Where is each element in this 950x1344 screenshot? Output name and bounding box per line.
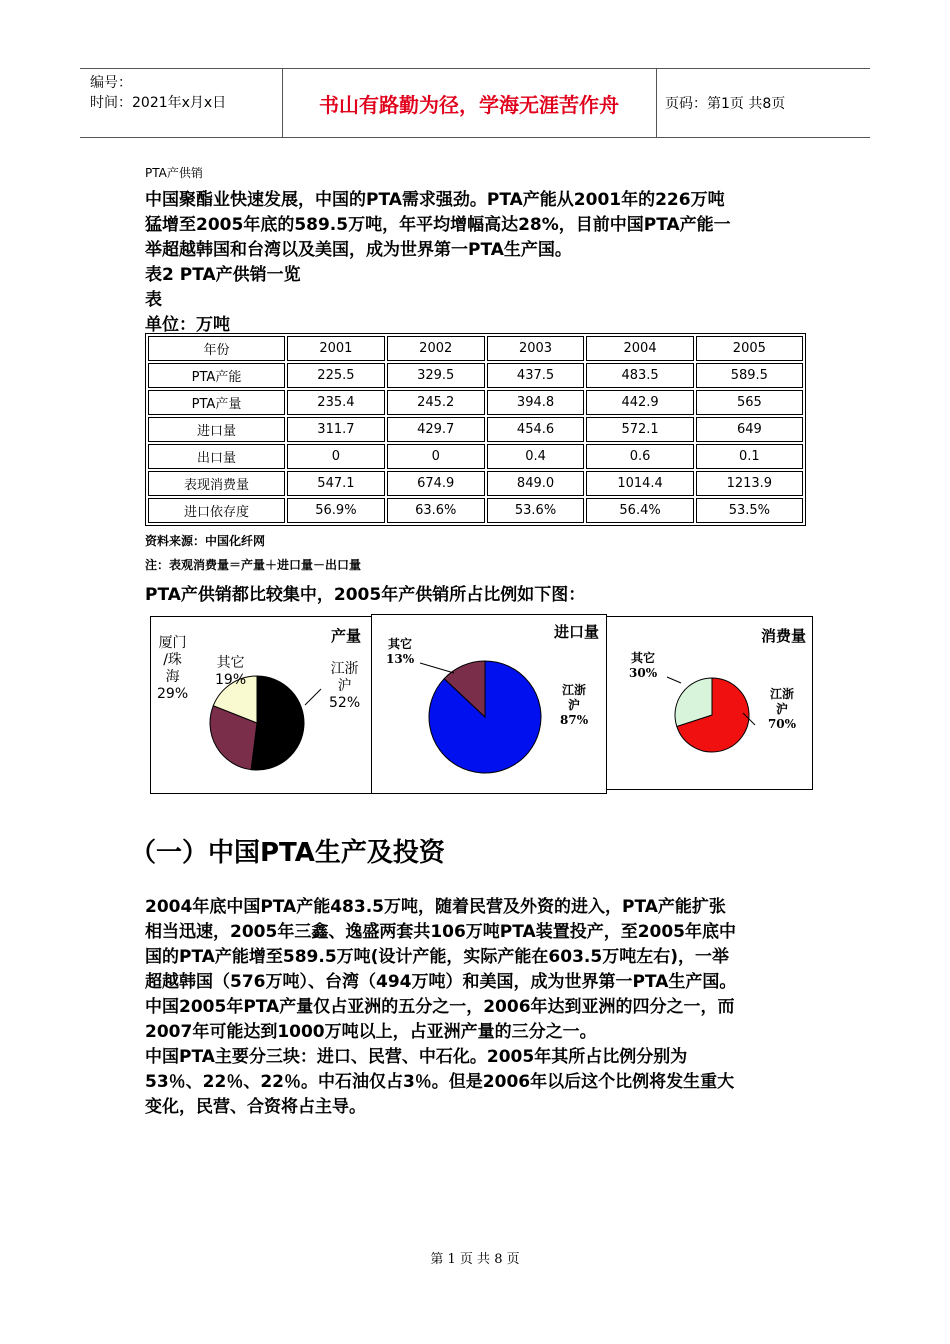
paragraph-line: 变化，民营、合资将占主导。 <box>145 1097 366 1117</box>
table-header-row <box>148 336 803 361</box>
table-header-cell: 2002 <box>387 336 485 361</box>
table-header-cell: 年份 <box>148 336 285 361</box>
table-cell: 0.6 <box>586 444 693 469</box>
leader-line <box>305 689 321 705</box>
table-cell: 311.7 <box>287 417 385 442</box>
header-meta <box>90 73 226 113</box>
table-row <box>148 390 803 415</box>
table-cell: 649 <box>696 417 803 442</box>
table-cell: 进口依存度 <box>148 498 285 523</box>
intro-line: 举超越韩国和台湾以及美国，成为世界第一PTA生产国。 <box>145 240 572 260</box>
paragraph-line: 超越韩国（576万吨）、台湾（494万吨）和美国，成为世界第一PTA生产国。 <box>145 972 737 992</box>
table-cell: 出口量 <box>148 444 285 469</box>
table-row <box>148 444 803 469</box>
table-cell: 547.1 <box>287 471 385 496</box>
table-cell: 1213.9 <box>696 471 803 496</box>
paragraph-line: 中国PTA主要分三块：进口、民营、中石化。2005年其所占比例分别为 <box>145 1047 688 1067</box>
table-row <box>148 471 803 496</box>
table-cell: 63.6% <box>387 498 485 523</box>
table-cell: 454.6 <box>487 417 585 442</box>
table-row <box>148 498 803 523</box>
slice-label: 江浙沪 70% <box>767 687 797 731</box>
table-header-cell: 2005 <box>696 336 803 361</box>
paragraph-line: 2004年底中国PTA产能483.5万吨，随着民营及外资的进入，PTA产能扩张 <box>145 897 726 917</box>
pie-chart-import <box>371 614 607 794</box>
table-cell: PTA产量 <box>148 390 285 415</box>
table-cell: 235.4 <box>287 390 385 415</box>
slice-label: 其它 13% <box>386 637 415 666</box>
pie-chart-production <box>150 616 374 794</box>
table-cell: 0 <box>387 444 485 469</box>
table-cell: 53.6% <box>487 498 585 523</box>
table-cell: 0.1 <box>696 444 803 469</box>
header-motto: 书山有路勤为径，学海无涯苦作舟 <box>319 92 619 117</box>
slice-label: 厦门 /珠 海 29% <box>157 635 189 702</box>
table-cell: 0.4 <box>487 444 585 469</box>
pta-table <box>145 333 806 526</box>
table-header-cell: 2004 <box>586 336 693 361</box>
table-cell: 589.5 <box>696 363 803 388</box>
paragraph-line: 2007年可能达到1000万吨以上，占亚洲产量的三分之一。 <box>145 1022 597 1042</box>
table-cell: 225.5 <box>287 363 385 388</box>
pie-slice <box>251 676 304 770</box>
formula-note: 注：表观消费量＝产量＋进口量－出口量 <box>145 558 362 572</box>
time-label: 时间：2021年x月x日 <box>90 95 227 111</box>
table-cell: 674.9 <box>387 471 485 496</box>
section-label: PTA产供销 <box>145 166 203 180</box>
paragraph-line: 国的PTA产能增至589.5万吨(设计产能，实际产能在603.5万吨左右)，一举 <box>145 947 729 967</box>
table-cell: 进口量 <box>148 417 285 442</box>
table-cell: 53.5% <box>696 498 803 523</box>
table-cell: 329.5 <box>387 363 485 388</box>
number-label: 编号： <box>90 75 132 91</box>
header-divider <box>656 69 657 137</box>
table-caption-suffix: 表 <box>145 290 162 310</box>
table-cell: 442.9 <box>586 390 693 415</box>
table-row <box>148 417 803 442</box>
table-cell: 437.5 <box>487 363 585 388</box>
table-cell: 56.4% <box>586 498 693 523</box>
table-row <box>148 363 803 388</box>
paragraph-line: 中国2005年PTA产量仅占亚洲的五分之一，2006年达到亚洲的四分之一，而 <box>145 997 735 1017</box>
table-header-cell: 2001 <box>287 336 385 361</box>
page-footer: 第 1 页 共 8 页 <box>430 1252 520 1267</box>
table-header-cell: 2003 <box>487 336 585 361</box>
table-cell: 56.9% <box>287 498 385 523</box>
chart-title: 消费量 <box>761 627 807 645</box>
slice-label: 其它 19% <box>215 655 247 688</box>
table-cell: 849.0 <box>487 471 585 496</box>
table-cell: 表现消费量 <box>148 471 285 496</box>
leader-line <box>420 663 454 673</box>
table-cell: 572.1 <box>586 417 693 442</box>
charts-intro: PTA产供销都比较集中，2005年产供销所占比例如下图： <box>145 585 586 605</box>
paragraph-line: 53％、22％、22％。中石油仅占3％。但是2006年以后这个比例将发生重大 <box>145 1072 735 1092</box>
table-caption: 表2 PTA产供销一览 <box>145 265 301 285</box>
unit-label: 单位：万吨 <box>145 315 230 335</box>
table-cell: 429.7 <box>387 417 485 442</box>
section-heading: （一）中国PTA生产及投资 <box>130 838 445 868</box>
page-header <box>80 68 870 138</box>
chart-title: 进口量 <box>554 623 600 641</box>
table-cell: 394.8 <box>487 390 585 415</box>
intro-line: 猛增至2005年底的589.5万吨，年平均增幅高达28%，目前中国PTA产能一 <box>145 215 731 235</box>
intro-line: 中国聚酯业快速发展，中国的PTA需求强劲。PTA产能从2001年的226万吨 <box>145 190 725 210</box>
slice-label: 江浙 沪 52% <box>329 661 361 711</box>
table-cell: PTA产能 <box>148 363 285 388</box>
leader-line <box>667 677 681 683</box>
source-note: 资料来源：中国化纤网 <box>145 534 266 548</box>
slice-label: 江浙沪 87% <box>560 683 589 727</box>
page-indicator: 页码：第1页 共8页 <box>665 96 786 112</box>
table-cell: 0 <box>287 444 385 469</box>
table-cell: 1014.4 <box>586 471 693 496</box>
slice-label: 其它 30% <box>629 651 658 680</box>
table-cell: 565 <box>696 390 803 415</box>
paragraph-line: 相当迅速，2005年三鑫、逸盛两套共106万吨PTA装置投产，至2005年底中 <box>145 922 737 942</box>
table-cell: 483.5 <box>586 363 693 388</box>
chart-title: 产量 <box>331 627 362 645</box>
body-paragraph <box>145 895 815 1120</box>
table-cell: 245.2 <box>387 390 485 415</box>
pie-chart-consumption <box>606 616 813 790</box>
